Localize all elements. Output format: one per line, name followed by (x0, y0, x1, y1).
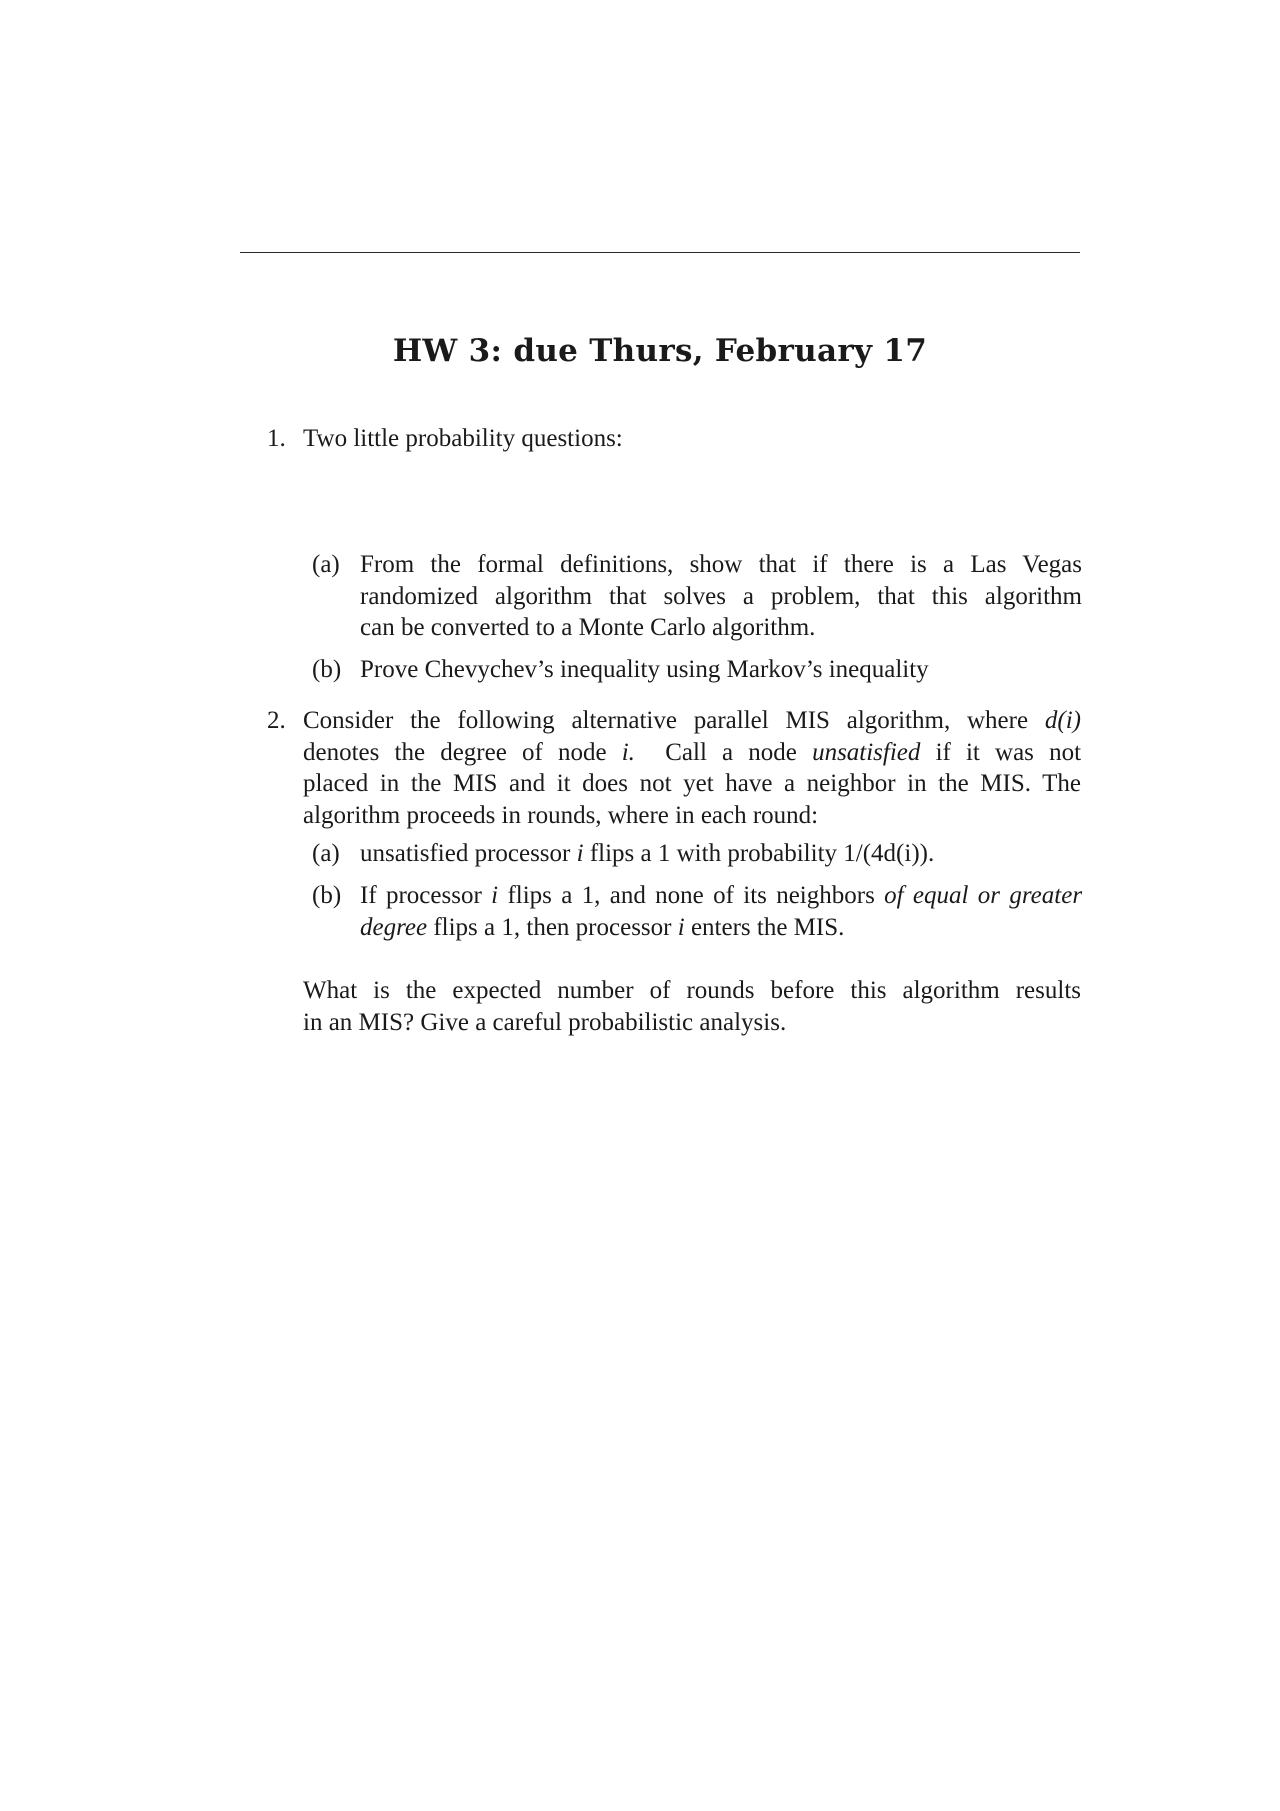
text-line: Prove Chevychev’s inequality using Markov’s inequality (360, 656, 929, 683)
text-line: What is the expected number of rounds before this algorithm results (303, 977, 1081, 1004)
problem-1 (267, 423, 1081, 455)
problem-number: 2. (267, 707, 286, 734)
problem-2-closing (303, 975, 1081, 1038)
problem-2 (267, 705, 1082, 831)
text-line: can be converted to a Monte Carlo algorithm. (360, 614, 816, 641)
page-title: HW 3: due Thurs, February 17 (392, 333, 928, 369)
text-line: algorithm proceeds in rounds, where in each round: (303, 801, 819, 829)
part-label: (a) (312, 840, 340, 867)
problem-1-part-b (312, 654, 1082, 686)
part-label: (a) (312, 551, 340, 578)
problem-2-part-b (312, 880, 1083, 943)
problem-number: 1. (267, 425, 286, 452)
emphasis-unsatisfied: unsatisfied (812, 738, 921, 766)
text-line: From the formal definitions, show that if there is a Las Vegas (360, 551, 1082, 578)
text-line: If processor i flips a 1, and none of its neighbors of equal or greater (360, 882, 1083, 909)
text-line: placed in the MIS and it does not yet have a neighbor in the MIS. The (303, 770, 1081, 797)
problem-1-part-a (312, 549, 1082, 644)
math-i: i. (621, 738, 635, 766)
text-line: unsatisfied processor i flips a 1 with probability 1/(4d(i)). (360, 840, 935, 867)
text-line: degree flips a 1, then processor i enters the MIS. (360, 913, 845, 941)
text-line: denotes the degree of node i. Call a node unsatisfied if it was not (303, 738, 1082, 766)
part-label: (b) (312, 656, 342, 683)
problem-intro: Two little probability questions: (303, 425, 623, 452)
part-label: (b) (312, 882, 342, 909)
problem-2-part-a (312, 838, 1082, 870)
math-d-of-i: d(i) (1044, 707, 1081, 734)
text-line: in an MIS? Give a careful probabilistic analysis. (303, 1008, 787, 1036)
math-probability: 1/(4d(i)). (843, 840, 935, 867)
text-line: Consider the following alternative parallel MIS algorithm, where d(i) (303, 707, 1081, 734)
text-line: randomized algorithm that solves a problem, that this algorithm (360, 582, 1082, 610)
